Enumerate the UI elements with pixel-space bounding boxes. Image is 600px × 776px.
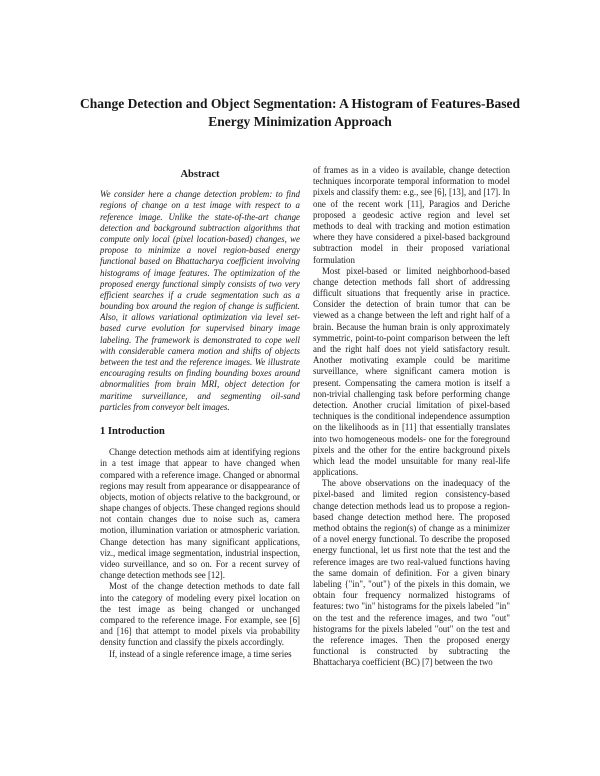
paragraph: Most of the change detection methods to date fall into the category of modeling every pixel location on the test image as being changed or unchanged compared to the reference image. For example, see [6] and [16] that attempt to model pixels via probability density function and classify the pixels accordingly. <box>100 581 300 648</box>
paragraph: The above observations on the inadequacy of the pixel-based and limited region consistency-based change detection methods lead us to propose a region-based change detection method here. The proposed method obtains the region(s) of change as a minimizer of a novel energy functional. To describe the proposed energy functional, let us first note that the test and the reference images are two real-valued functions having the same domain of definition. For a given binary labeling {"in", "out"} of the pixels in this domain, we obtain four frequency normalized histograms of features: two "in" histograms for the pixels labeled "in" on the test and the reference images, and two "out" histograms for the pixels labeled "out" on the test and the reference images. Then the proposed energy functional is constructed by subtracting the Bhattacharya coefficient (BC) [7] between the two <box>313 478 510 668</box>
left-column <box>100 164 300 660</box>
paragraph: Most pixel-based or limited neighborhood-based change detection methods fall short of addressing difficult situations that frequently arise in practice. Consider the detection of brain tumor that can be viewed as a change between the left and right half of a brain. Because the human brain is only approximately symmetric, point-to-point comparison between the left and the right half does not yield satisfactory result. Another motivating example could be maritime surveillance, where significant camera motion is present. Compensating the camera motion is itself a non-trivial challenging task before performing change detection. Another crucial limitation of pixel-based techniques is the conditional independence assumption on the likelihoods as in [11] that essentially translates into two homogeneous models- one for the foreground pixels and the other for the entire background pixels which lead the model unsuitable for many real-life applications. <box>313 265 510 478</box>
right-column <box>313 165 510 668</box>
paragraph: If, instead of a single reference image, a time series <box>109 648 292 659</box>
section-heading-introduction: 1 Introduction <box>100 425 165 437</box>
paper-title: Change Detection and Object Segmentation: A Histogram of Features-Based Energy Minimization Approach <box>80 96 520 129</box>
paragraph: of frames as in a video is available, change detection techniques incorporate temporal information to model pixels and classify them: e.g., see [6], [13], and [17]. In one of the recent work [11], Paragios and Deriche proposed a geodesic active region and level set methods to deal with tracking and motion estimation where they have considered a pixel-based background subtraction model in their proposed variational formulation <box>313 165 510 265</box>
abstract-text: We consider here a change detection problem: to find regions of change on a test image with respect to a reference image. Unlike the state-of-the-art change detection and background subtraction algorithms that compute only local (pixel location-based) changes, we propose to minimize a novel region-based energy functional based on Bhattacharya coefficient involving histograms of image features. The optimization of the proposed energy functional simply consists of two very efficient searches if a crude segmentation such as a bounding box around the region of change is sufficient. Also, it allows variational optimization via level set-based curve evolution for supervised binary image labeling. The framework is demonstrated to cope well with considerable camera motion and shifts of objects between the test and the reference images. We illustrate encouraging results on finding bounding boxes around abnormalities from brain MRI, object detection for maritime surveillance, and segmenting oil-sand particles from conveyor belt images. <box>100 189 300 412</box>
abstract-heading: Abstract <box>180 169 220 180</box>
paragraph: Change detection methods aim at identifying regions in a test image that appear to have changed when compared with a reference image. Changed or abnormal regions may result from appearance or disappearance of objects, motion of objects relative to the background, or shape changes of objects. These changed regions should not contain changes due to noise such as, camera motion, illumination variation or atmospheric variation. Change detection has many significant applications, viz., medical image segmentation, industrial inspection, video surveillance, and so on. For a recent survey of change detection methods see [12]. <box>100 447 300 581</box>
